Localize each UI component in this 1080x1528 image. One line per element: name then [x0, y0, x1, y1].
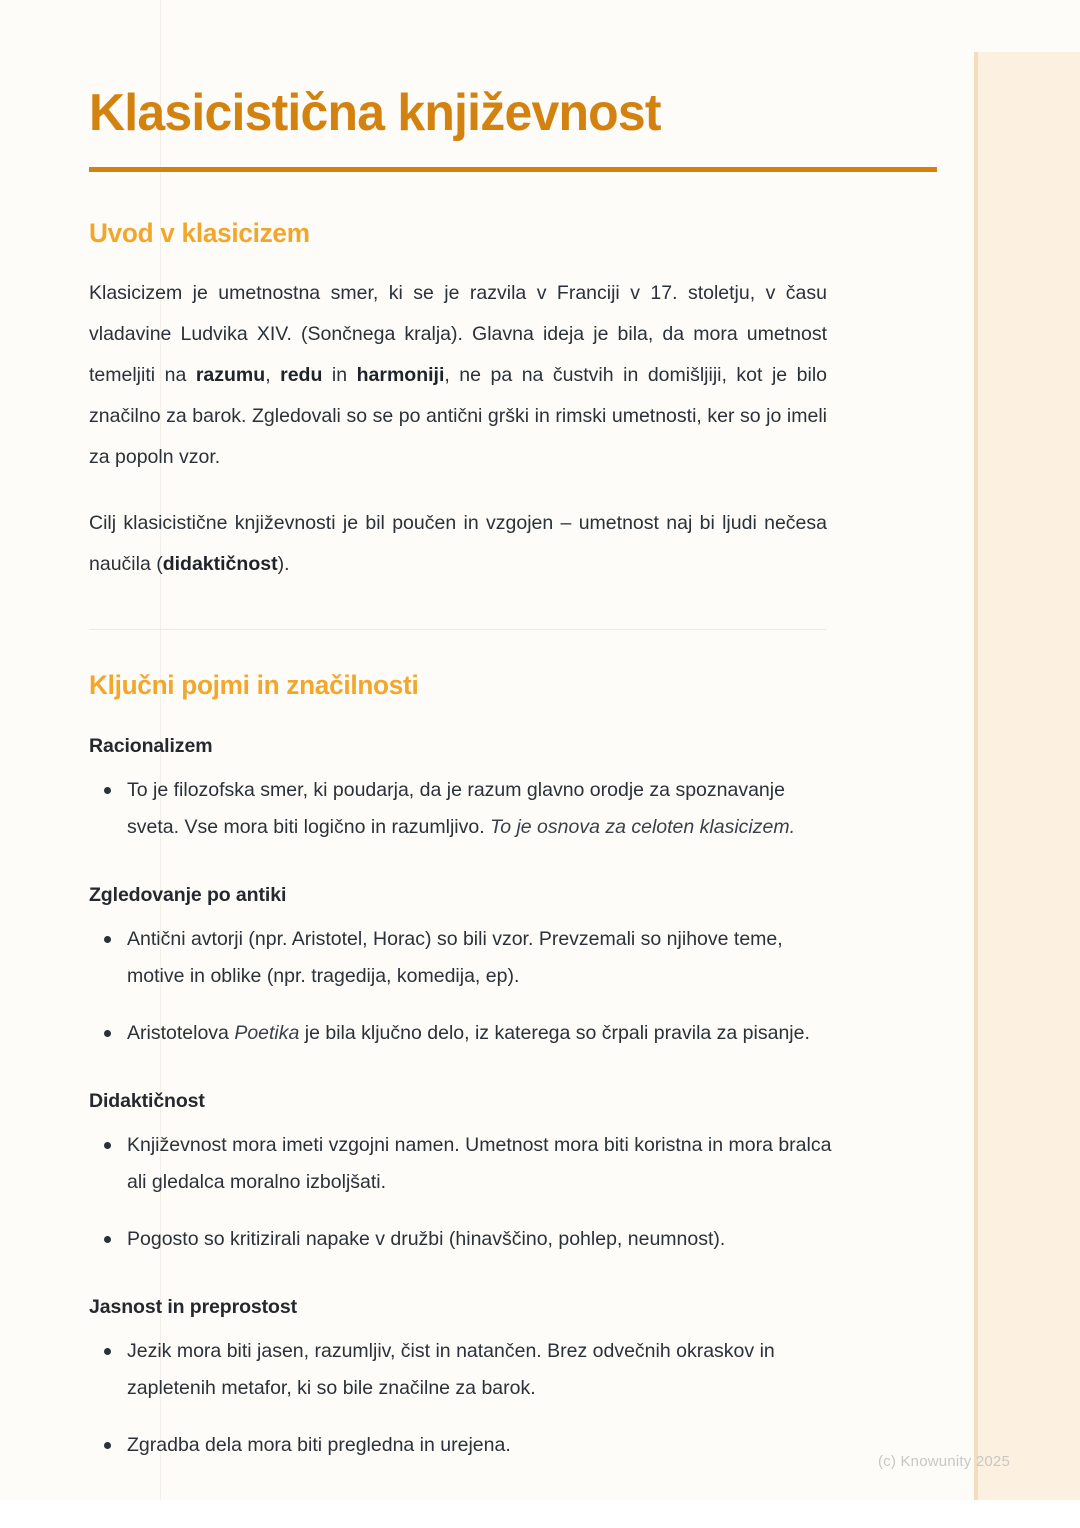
list-item — [89, 772, 837, 850]
bullet-list-jasnost — [89, 1319, 837, 1468]
text-run: ). — [277, 553, 290, 576]
section-heading-uvod: Uvod v klasicizem — [89, 218, 310, 249]
text-run: Klasicizem je umetnostna smer, ki se je razvila v Franciji v 17. stoletju, v času vladavine Ludvika XIV. (Sončnega kralja). Glavna ideja je bila, da mora umetnost temeljiti na — [89, 282, 827, 387]
text-run: je bila ključno delo, iz katerega so črpali pravila za pisanje. — [299, 1022, 810, 1045]
emphasis-italic: To je osnova za celoten klasicizem. — [490, 816, 796, 839]
bullet-dot-icon — [104, 936, 111, 943]
page-title: Klasicistična književnost — [89, 84, 661, 142]
bullet-dot-icon — [104, 1030, 111, 1037]
bullet-list-zgledovanje — [89, 907, 837, 1056]
sub-heading-racionalizem: Racionalizem — [89, 735, 213, 758]
list-item — [89, 1221, 837, 1262]
copyright-watermark: (c) Knowunity 2025 — [877, 1453, 1010, 1470]
text-run: Antični avtorji (npr. Aristotel, Horac) so bili vzor. Prevzemali so njihove teme, motive in oblike (npr. tragedija, komedija, ep). — [127, 928, 783, 988]
bullet-dot-icon — [104, 1142, 111, 1149]
emphasis-bold: redu — [280, 364, 323, 387]
text-run: Književnost mora imeti vzgojni namen. Umetnost mora biti koristna in mora bralca ali gledalca moralno izboljšati. — [127, 1134, 832, 1194]
emphasis-italic: Poetika — [234, 1022, 300, 1045]
list-item — [89, 1427, 837, 1468]
list-item — [89, 921, 837, 999]
bullet-list-racionalizem — [89, 758, 837, 850]
text-run: , — [265, 364, 281, 387]
text-run: Pogosto so kritizirali napake v družbi (hinavščino, pohlep, neumnost). — [127, 1228, 726, 1251]
bullet-list-didakticnost — [89, 1113, 837, 1262]
paragraph-intro-2 — [89, 478, 827, 585]
emphasis-bold: harmoniji — [356, 364, 445, 387]
text-run: Jezik mora biti jasen, razumljiv, čist in natančen. Brez odvečnih okraskov in zapletenih metafor, ki so bile značilne za barok. — [127, 1340, 775, 1400]
bullet-dot-icon — [104, 1348, 111, 1355]
text-run: , ne pa na čustvih in domišljiji, kot je bilo značilno za barok. Zgledovali so se po antični grški in rimski umetnosti, ker so jo imeli za popoln vzor. — [89, 364, 828, 469]
bullet-dot-icon — [104, 1236, 111, 1243]
text-run: Aristotelova — [127, 1022, 235, 1045]
list-item — [89, 1015, 837, 1056]
list-item — [89, 1127, 837, 1205]
sub-heading-jasnost: Jasnost in preprostost — [89, 1296, 298, 1319]
bullet-dot-icon — [104, 1442, 111, 1449]
paragraph-intro-1 — [89, 249, 827, 478]
bullet-dot-icon — [104, 787, 111, 794]
text-run: To je filozofska smer, ki poudarja, da je razum glavno orodje za spoznavanje sveta. Vse mora biti logično in razumljivo. — [127, 779, 785, 839]
list-item — [89, 1333, 837, 1411]
sub-heading-didakticnost: Didaktičnost — [89, 1090, 205, 1113]
emphasis-bold: razumu — [195, 364, 266, 387]
section-heading-kljucni-pojmi: Ključni pojmi in značilnosti — [89, 670, 419, 701]
text-run: Zgradba dela mora biti pregledna in urejena. — [127, 1434, 511, 1457]
text-run: Cilj klasicistične književnosti je bil poučen in vzgojen – umetnost naj bi ljudi nečesa naučila ( — [89, 512, 827, 576]
text-run: in — [322, 364, 357, 387]
sub-heading-zgledovanje: Zgledovanje po antiki — [89, 884, 287, 907]
emphasis-bold: didaktičnost — [162, 553, 278, 576]
